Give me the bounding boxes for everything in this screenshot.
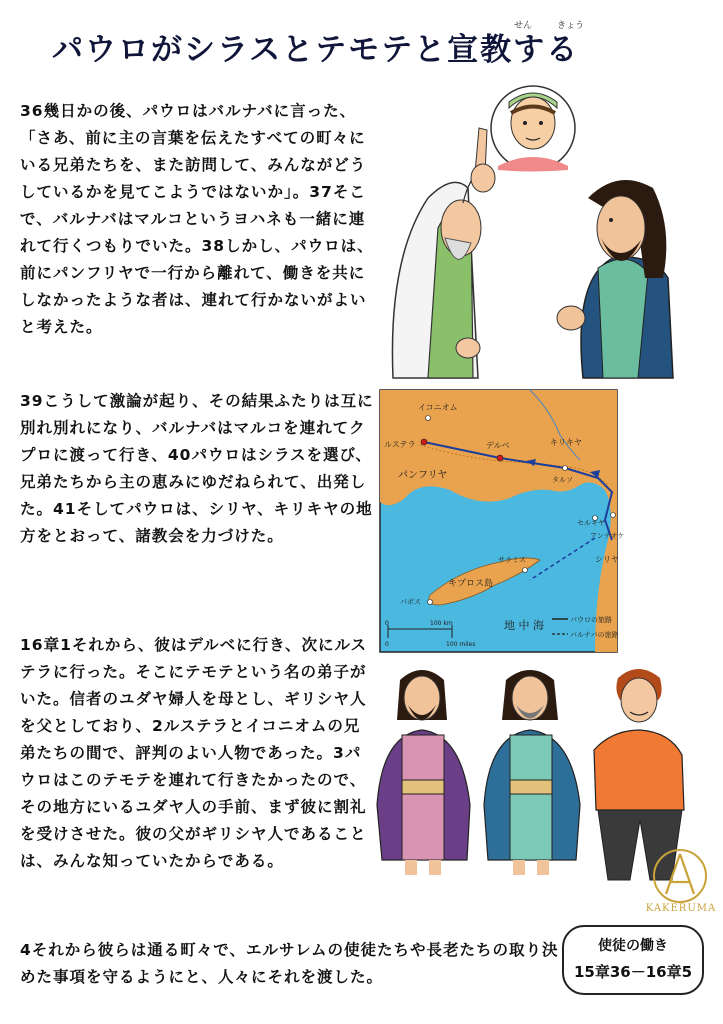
city-iconium: [426, 416, 431, 421]
logo-text: KAKERUMA: [645, 903, 717, 914]
silas-figure-teal: [484, 670, 580, 875]
paul-figure: [392, 128, 495, 378]
label-syria: シリヤ: [595, 555, 619, 564]
city-paphos: [428, 600, 433, 605]
paragraph-15-36: 36幾日かの後、パウロはバルナバに言った、「さあ、前に主の言葉を伝えたすべての町々にいる兄弟たちを、また訪問して、みんながどうしているかを見てこようではないか」。37そこで、バルナバはマルコというヨハネも一緒に連れて行くつもりでいた。38しかし、パウロは、前にパンフリヤで一行から離れて、働きを共にしなかったような者は、連れて行かないがよいと考えた。: [20, 102, 374, 336]
mark-portrait: [491, 86, 575, 172]
journey-map: [380, 390, 625, 652]
page-title: [52, 14, 612, 70]
label-paphos: パポス: [400, 598, 421, 606]
paragraph-16-4: 4それから彼らは通る町々で、エルサレムの使徒たちや長老たちの取り決めた事項を守るようにと、人々にそれを渡した。: [20, 941, 559, 986]
legend-barnabas: バルナバの旅路: [570, 631, 619, 639]
reference-book: 使徒の働き: [598, 938, 668, 954]
scale-zero-km: 0: [385, 620, 389, 627]
scripture-reference-badge: [562, 925, 704, 995]
title-text: パウロがシラスとテモテと宣教する: [52, 32, 580, 68]
paragraph-16-1: 16章1それから、彼はデルベに行き、次にルステラに行った。そこにテモテという名の弟子がいた。信者のユダヤ婦人を母とし、ギリシヤ人を父としており、2ルステラとイコニオムの兄弟たちの間で、評判のよい人物であった。3パウロはこのテモテを連れて行きたかったので、その地方にいるユダヤ人の手前、まず彼に割礼を受けさせた。彼の父がギリシヤ人であることは、みんな知っていたからである。: [20, 636, 367, 870]
label-tarsus: タルソ: [552, 476, 573, 484]
scale-miles: 100 miles: [446, 641, 476, 648]
label-cilicia: キリキヤ: [550, 438, 582, 447]
label-seleucia: セルキヤ: [577, 519, 605, 527]
city-tarsus: [563, 466, 568, 471]
city-lystra: [421, 439, 427, 445]
city-antioch: [611, 513, 616, 518]
ruby-sen: せん: [514, 21, 533, 31]
ruby-kyou: きょう: [557, 21, 585, 31]
label-lystra: ルステラ: [384, 440, 416, 449]
label-sea: 地 中 海: [504, 619, 544, 632]
scale-km: 100 km: [430, 620, 453, 627]
barnabas-figure: [557, 180, 673, 378]
paragraph-15-39: 39こうして激論が起り、その結果ふたりは互に別れ別れになり、バルナバはマルコを連れてクプロに渡って行き、40パウロはシラスを選び、兄弟たちから主の恵みにゆだねられて、出発した。41そしてパウロは、シリヤ、キリキヤの地方をとおって、諸教会を力づけた。: [20, 392, 374, 545]
legend-paul: パウロの旅路: [570, 616, 612, 624]
reference-chapters: 15章36－16章5: [573, 963, 693, 981]
label-pamphylia: パンフリヤ: [398, 470, 448, 481]
scale-zero-miles: 0: [385, 641, 389, 648]
label-salamis: サラミス: [498, 556, 526, 564]
label-cyprus: キプロス島: [448, 579, 494, 589]
label-iconium: イコニオム: [418, 403, 458, 412]
label-antioch: アンテオケ: [590, 532, 625, 540]
paul-figure-purple: [377, 670, 470, 875]
city-derbe: [497, 455, 503, 461]
label-derbe: デルベ: [486, 441, 510, 450]
paul-barnabas-illustration: [383, 78, 678, 378]
city-salamis: [523, 568, 528, 573]
